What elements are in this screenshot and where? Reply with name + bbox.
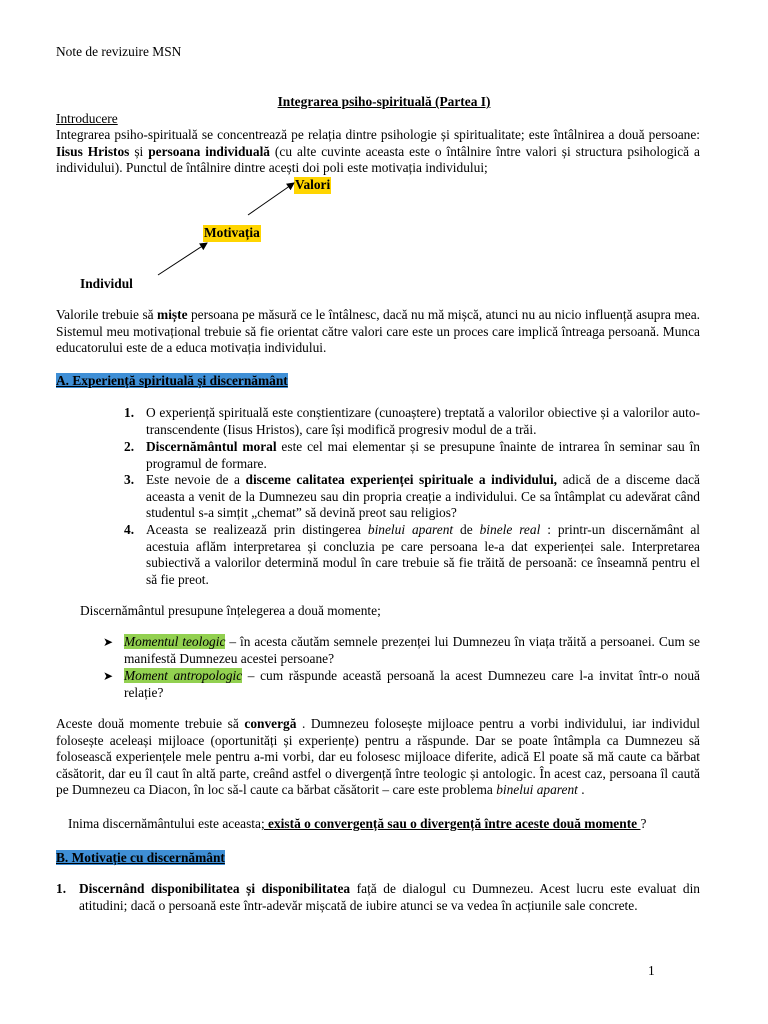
- list-number: 1.: [124, 405, 135, 420]
- page-header: Note de revizuire MSN: [56, 44, 182, 59]
- bullet-theological-text: – în acesta căutăm semnele prezenței lui Dumnezeu în viața trăită a persoanei. Cum se manifestă Dumnezeu acestei persoane?: [124, 634, 700, 666]
- list-item-4-text-3: : printr-un discernământ al acestuia aflăm interpretarea și concluzia pe care persoana le-a dat experienței sale. Interpretarea subiectivă a valorilor determină modul în care trebuie să fie trăită de persoană: ce înseamnă pentru el să fie preot.: [146, 522, 701, 587]
- heart-text-1: Inima discernământului este aceasta: [68, 816, 261, 831]
- diagram-label-individual: Individul: [80, 276, 133, 291]
- converge-italic: binelui aparent: [496, 782, 578, 797]
- list-item-3-text-1: Este nevoie de a: [146, 472, 246, 487]
- intro-heading: Introducere: [56, 111, 118, 126]
- document-title: Integrarea psiho-spirituală (Partea I): [277, 94, 491, 109]
- bullet-theological: [124, 634, 700, 667]
- values-paragraph: [56, 307, 700, 357]
- list-number: 4.: [124, 522, 135, 537]
- list-number: 2.: [124, 439, 135, 454]
- values-text-2: persoana pe măsură ce le întâlnesc, dacă nu mă mișcă, atunci nu au nicio influență asupra mea. Sistemul meu motivațional trebuie să fie orientat către valori care este un proces care implică întreaga persoană. Munca educatorului este de a educa motivația individului.: [56, 307, 700, 355]
- list-item-4-text-1: Aceasta se realizează prin distingerea: [146, 522, 368, 537]
- converge-text-2: . Dumnezeu folosește mijloace pentru a vorbi individului, iar individul folosește aceleași mijloace (oportunități și experiențe) pentru a răspunde. Dar se poate întâmpla ca Dumnezeu să folosească experiențele mele pentru a-mi vorbi, dar eu folosesc mijloace diferite, adică El poate să mă caute ca bărbat căsătorit, dar eu îl caut în altă parte, creând astfel o divergență între teologic și antologic. În acest caz, persoana îl caută pe Dumnezeu ca Diacon, în loc să-l caute ca bărbat căsătorit – care este problema: [56, 716, 700, 797]
- page-number: 1: [648, 963, 655, 978]
- list-number: 3.: [124, 472, 135, 487]
- arrow-bullet-icon: ➤: [103, 635, 114, 649]
- list-number: 1.: [56, 881, 67, 896]
- list-item-4-italic-1: binelui aparent: [367, 522, 454, 537]
- converge-bold: convergă: [244, 716, 297, 731]
- diagram-label-values: Valori: [295, 177, 331, 192]
- section-b-heading: [56, 850, 225, 867]
- section-a-heading: [56, 373, 288, 390]
- intro-bold-person: persoana individuală: [148, 143, 270, 159]
- heart-of-discernment: [68, 816, 646, 833]
- bullet-theological-label: Momentul teologic: [124, 634, 226, 649]
- section-b-item-1-bold: Discernând disponibilitatea și disponibilitatea: [79, 881, 351, 896]
- converge-text-1: Aceste două momente trebuie să: [56, 716, 245, 731]
- list-item-2-text: este cel mai elementar și se presupune înainte de intrarea în seminar sau în programul de formare.: [146, 439, 701, 471]
- section-b-item-1-text: față de dialogul cu Dumnezeu. Acest lucru este evaluat din atitudini; dacă o persoană este într-adevăr mișcată de iubire atunci se va vedea în acțiunile sale concrete.: [79, 881, 700, 913]
- discernment-intro: Discernământul presupune înțelegerea a două momente;: [80, 603, 381, 618]
- diagram-label-motivation: Motivația: [204, 225, 260, 240]
- heart-bold-question: există o convergență sau o divergență între aceste două momente: [268, 816, 641, 831]
- values-bold-moves: miște: [157, 307, 188, 322]
- bullet-anthropological-text: – cum răspunde această persoană la acest Dumnezeu care l-a invitat într-o nouă relație?: [124, 668, 700, 700]
- heart-text-2: ;: [260, 816, 269, 831]
- intro-text-3: (cu alte cuvinte aceasta este o întâlnire între valori și structura psihologică a individului). Punctul de întâlnire dintre acești doi poli este motivația individului;: [56, 143, 701, 175]
- bullet-anthropological-label: Moment antropologic: [124, 668, 243, 683]
- list-item-4-italic-2: binele real: [479, 522, 541, 537]
- list-item-1: O experiență spirituală este conștientizare (cunoaștere) treptată a valorilor obiective și a valorilor auto-transcendente (Iisus Hristos), care își modifică progresiv modul de a trăi.: [146, 405, 700, 437]
- intro-text-1: Integrarea psiho-spirituală se concentrează pe relația dintre psihologie și spiritualitate; este întâlnirea a două persoane:: [56, 127, 700, 142]
- arrow-individual-to-motivation: [158, 243, 207, 275]
- list-item-4-text-2: de: [453, 522, 480, 537]
- list-item-2: [146, 439, 700, 472]
- section-b-heading-text: B. Motivație cu discernământ: [56, 850, 225, 865]
- heart-text-3: ?: [640, 816, 647, 831]
- converge-text-3: .: [577, 782, 585, 797]
- list-item-3-bold: disceme calitatea experienței spirituale a individului,: [245, 472, 558, 487]
- values-text-1: Valorile trebuie să: [56, 307, 158, 322]
- intro-bold-jesus: Iisus Hristos: [56, 143, 130, 159]
- list-item-2-bold: Discernământul moral: [146, 439, 277, 454]
- section-b-item-1: [79, 881, 700, 914]
- arrow-motivation-to-values: [248, 183, 294, 215]
- list-item-3-text-2: adică de a disceme dacă aceasta a venit de la Dumnezeu sau din propria creație a individului. Ce sa întâmplat cu adevărat când studentul s-a simțit „chemat” să devină preot sau religios?: [146, 472, 700, 520]
- convergence-paragraph: [56, 716, 700, 799]
- motivation-diagram: [0, 0, 768, 300]
- arrow-bullet-icon: ➤: [103, 669, 114, 683]
- bullet-anthropological: [124, 668, 700, 701]
- list-item-3: [146, 472, 700, 522]
- diagram-arrows: [0, 0, 768, 300]
- intro-text-2: și: [129, 143, 149, 159]
- section-a-heading-text: A. Experiență spirituală și discernământ: [56, 373, 288, 388]
- list-item-4: [146, 522, 700, 588]
